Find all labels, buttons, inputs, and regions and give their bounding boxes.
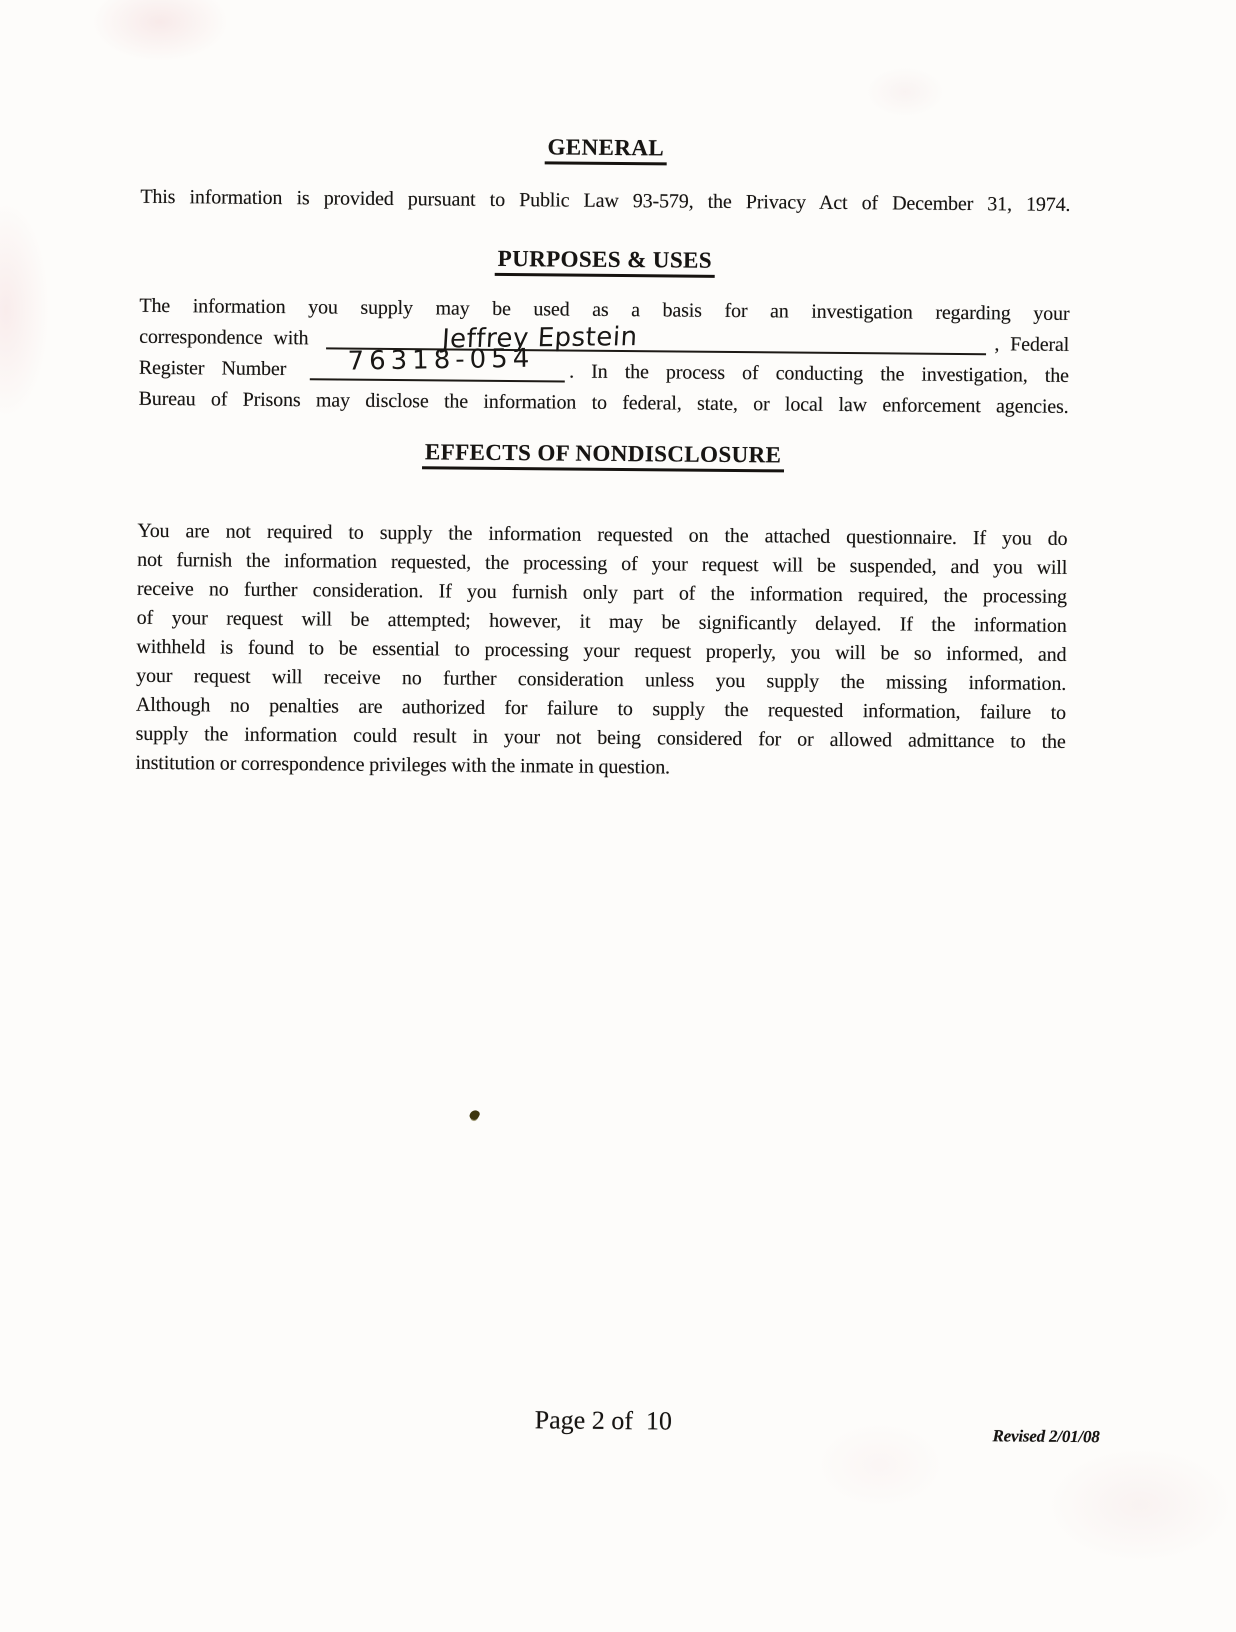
effects-line-4: of your request will be attempted; however, it may be significantly delayed. If the information bbox=[136, 606, 1067, 637]
effects-line-8: supply the information could result in your not being considered for or allowed admittance to the bbox=[135, 722, 1066, 753]
effects-line-5: withheld is found to be essential to processing your request properly, you will be so informed, and bbox=[136, 635, 1067, 666]
effects-heading-row bbox=[138, 437, 1068, 475]
federal-label: , Federal bbox=[994, 333, 1070, 356]
page-number: Page 2 of 10 bbox=[534, 1405, 673, 1436]
effects-of-nondisclosure-heading: EFFECTS OF NONDISCLOSURE bbox=[422, 439, 785, 472]
general-heading-row bbox=[141, 131, 1071, 169]
effects-line-2: not furnish the information requested, the processing of your request will be suspended, and you will bbox=[137, 548, 1068, 579]
purposes-line-3-text: . In the process of conducting the investigation, the bbox=[569, 360, 1069, 387]
register-number-label: Register Number bbox=[138, 356, 287, 381]
effects-line-3: receive no further consideration. If you furnish only part of the information required, the processing bbox=[136, 577, 1068, 608]
general-heading: GENERAL bbox=[544, 134, 667, 165]
effects-line-6: your request will receive no further consideration unless you supply the missing information. bbox=[136, 664, 1067, 695]
effects-line-7: Although no penalties are authorized for failure to supply the requested information, failure to bbox=[135, 693, 1067, 724]
correspondence-with-label: correspondence with bbox=[139, 325, 309, 350]
purposes-line-1: The information you supply may be used as a basis for an investigation regarding your bbox=[139, 294, 1070, 325]
effects-line-1: You are not required to supply the information requested on the attached questionnaire. If you do bbox=[137, 519, 1068, 550]
purposes-paragraph bbox=[138, 291, 1069, 423]
effects-paragraph bbox=[135, 517, 1067, 786]
general-body: This information is provided pursuant to Public Law 93-579, the Privacy Act of December 31, 1974. bbox=[140, 185, 1071, 216]
handwritten-name: Jeffrey Epstein bbox=[441, 322, 639, 355]
effects-line-9: institution or correspondence privileges with the inmate in question. bbox=[135, 751, 671, 779]
revised-date: Revised 2/01/08 bbox=[992, 1426, 1100, 1447]
purposes-heading-row bbox=[140, 243, 1070, 281]
purposes-line-4: Bureau of Prisons may disclose the information to federal, state, or local law enforcement agencies. bbox=[138, 387, 1069, 418]
register-number-blank-line bbox=[310, 343, 565, 382]
handwritten-register-number: 76318-054 bbox=[347, 343, 535, 377]
purposes-heading: PURPOSES & USES bbox=[495, 246, 716, 278]
